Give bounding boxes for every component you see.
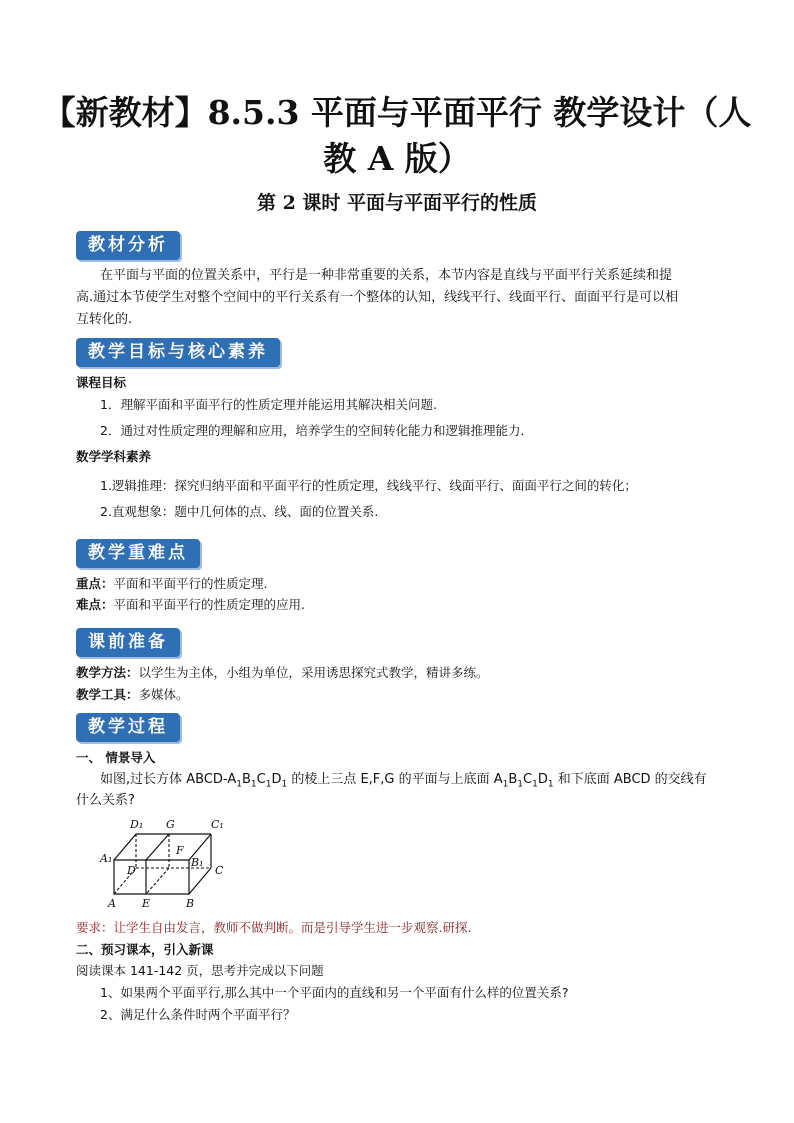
tools-text: 多媒体。: [138, 687, 189, 702]
step1-q-part-d: D: [271, 772, 282, 787]
requirement-note: 要求：让学生自由发言，教师不做判断。而是引导学生进一步观察.研探.: [76, 920, 472, 935]
analysis-text-line3: 互转化的.: [76, 312, 133, 327]
step1-question-line1: [100, 770, 707, 795]
step2-title: 二、预习课本，引入新课: [76, 942, 214, 957]
subscript-1: 1: [517, 779, 524, 790]
step1-question-line2: 什么关系?: [76, 793, 135, 808]
step2-intro: 阅读课本 141-142 页，思考并完成以下问题: [76, 963, 324, 978]
literacy-label: 数学学科素养: [76, 449, 152, 464]
section-badge-key-points: 教学重难点: [76, 539, 200, 568]
step1-q-part-b2: B: [508, 772, 518, 787]
difficulty-text: 平面和平面平行的性质定理的应用.: [113, 597, 305, 612]
step1-q-part-c2: C: [523, 772, 533, 787]
key-point-text: 平面和平面平行的性质定理.: [113, 576, 268, 591]
method-text: 以学生为主体，小组为单位，采用诱思探究式教学，精讲多练。: [138, 665, 489, 680]
literacy-2: 2.直观想象：题中几何体的点、线、面的位置关系.: [100, 504, 379, 519]
label-D: D: [127, 864, 136, 877]
literacy-1: 1.逻辑推理：探究归纳平面和平面平行的性质定理，线线平行、线面平行、面面平行之间的转化；: [100, 478, 637, 493]
step1-q-part-c: C: [256, 772, 266, 787]
step2-question-1: 1、如果两个平面平行,那么其中一个平面内的直线和另一个平面有什么样的位置关系?: [100, 985, 569, 1000]
label-B1: B₁: [191, 856, 204, 869]
section-badge-process: 教学过程: [76, 713, 180, 742]
section-badge-goals: 教学目标与核心素养: [76, 338, 280, 367]
document-title-line2: 教 A 版）: [323, 139, 471, 178]
course-goals-label: 课程目标: [76, 375, 127, 390]
subscript-1: 1: [532, 779, 538, 790]
difficulty-label: 难点：: [76, 597, 114, 612]
subscript-1: 1: [265, 779, 272, 790]
subscript-1: 1: [236, 779, 242, 790]
label-A: A: [108, 897, 116, 910]
step1-q-part-b: B: [241, 772, 251, 787]
method-label: 教学方法：: [76, 665, 139, 680]
document-subtitle: 第 2 课时 平面与平面平行的性质: [256, 192, 538, 214]
label-F: F: [176, 844, 184, 857]
key-point-label: 重点：: [76, 576, 114, 591]
cuboid-front-face: [114, 860, 189, 894]
document-title-line1: 【新教材】8.5.3 平面与平面平行 教学设计（人: [42, 93, 752, 132]
label-E: E: [142, 897, 151, 910]
section-badge-analysis: 教材分析: [76, 231, 180, 260]
tools-line: [76, 685, 189, 704]
subscript-1: 1: [250, 779, 257, 790]
analysis-text-line1: 在平面与平面的位置关系中，平行是一种非常重要的关系，本节内容是直线与平面平行关系延续和提: [100, 268, 673, 283]
course-goal-1: 1．理解平面和平面平行的性质定理并能运用其解决相关问题.: [100, 397, 437, 412]
key-point-line: [76, 574, 268, 593]
label-D1: D₁: [130, 818, 144, 831]
subscript-1: 1: [281, 779, 288, 790]
step1-title: 一、 情景导入: [76, 750, 156, 765]
step1-q-part-d2: D: [537, 772, 548, 787]
section-badge-prep: 课前准备: [76, 628, 180, 657]
step1-q-part-e: 的棱上三点 E,F,G 的平面与上底面 A: [287, 772, 503, 787]
method-line: [76, 663, 489, 682]
subscript-1: 1: [502, 779, 509, 790]
step1-q-part-f: 和下底面 ABCD 的交线有: [553, 772, 707, 787]
course-goal-2: 2．通过对性质定理的理解和应用，培养学生的空间转化能力和逻辑推理能力．: [100, 423, 533, 438]
subscript-1: 1: [547, 779, 554, 790]
label-C1: C₁: [211, 818, 224, 831]
difficulty-line: [76, 595, 305, 614]
step2-question-2: 2、满足什么条件时两个平面平行？: [100, 1007, 296, 1022]
step1-q-part-a: 如图,过长方体 ABCD-A: [100, 772, 237, 787]
label-A1: A₁: [100, 852, 113, 865]
label-C: C: [215, 864, 224, 877]
analysis-text-line2: 高.通过本节使学生对整个空间中的平行关系有一个整体的认知，线线平行、线面平行、面面平行是可以相: [76, 290, 679, 305]
cuboid-figure: [96, 814, 236, 910]
tools-label: 教学工具：: [76, 687, 139, 702]
label-B: B: [186, 897, 195, 910]
label-G: G: [166, 818, 175, 831]
